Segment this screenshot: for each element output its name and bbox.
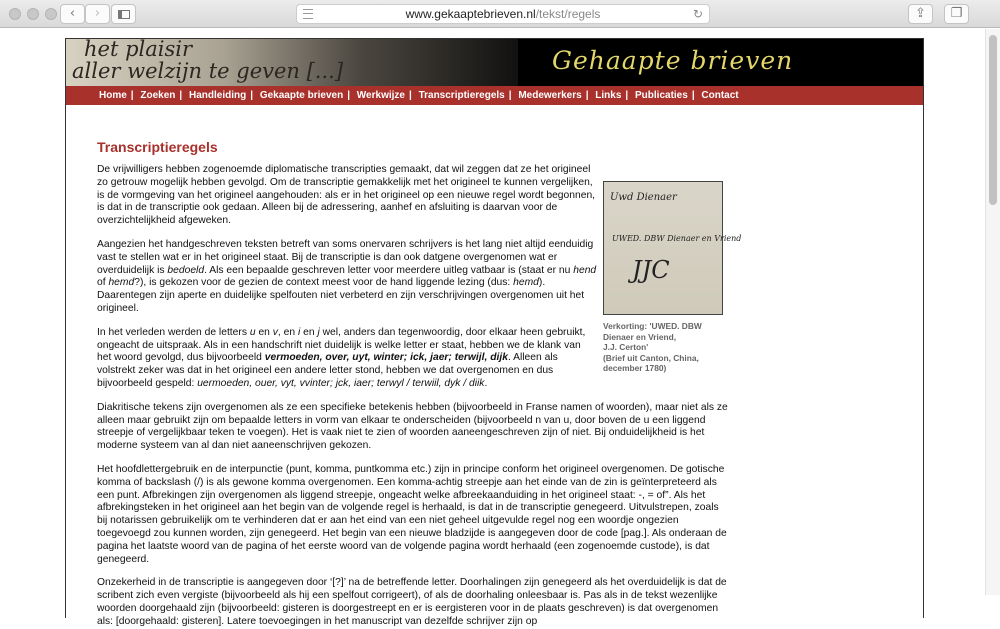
url-path: /tekst/regels xyxy=(535,7,601,21)
site-banner xyxy=(66,39,923,86)
nav-handleiding[interactable]: Handleiding xyxy=(189,90,247,101)
figure-caption: Verkorting: 'UWED. DBW Dienaer en Vriend, J.J. Certon' (Brief uit Canton, China, december 1780) xyxy=(603,321,702,373)
manuscript-image xyxy=(66,39,518,86)
address-bar[interactable] xyxy=(296,4,710,24)
chevron-right-icon: › xyxy=(94,6,101,21)
reload-icon[interactable]: ↻ xyxy=(692,7,703,21)
nav-werkwijze[interactable]: Werkwijze xyxy=(356,90,405,101)
url-host: www.gekaaptebrieven.nl xyxy=(405,7,536,21)
chevron-left-icon: ‹ xyxy=(69,6,76,21)
nav-separator: | xyxy=(585,90,589,101)
nav-separator: | xyxy=(625,90,629,101)
zoom-window-button[interactable] xyxy=(45,8,57,20)
sidebar-toggle-button[interactable] xyxy=(111,4,136,24)
minimize-window-button[interactable] xyxy=(27,8,39,20)
share-button[interactable] xyxy=(908,4,933,24)
script-fragment-b: UWED. DBW Dienaer en Vriend xyxy=(612,234,742,243)
letter-figure xyxy=(603,181,742,374)
manuscript-line-1: het plaisir xyxy=(84,37,192,61)
nav-separator: | xyxy=(250,90,254,101)
letter-signature-image xyxy=(603,181,742,315)
reader-icon[interactable] xyxy=(303,9,313,19)
nav-separator: | xyxy=(691,90,695,101)
paragraph-5: Het hoofdlettergebruik en de interpunctie (punt, komma, puntkomma etc.) zijn in principe conform het origineel overgenomen. De gotische komma of backslash (/) is als gewone komma overgenomen. Een komma-achtig streepje aan het einde van de zin is geïnterpreteerd als een punt. Afbrekingen zijn overgenomen als liggend streepje, ongeacht welke afbreekaanduiding in het origineel staat: -, = of”. Als het afbrekingsteken in het origineel aan het begin van de volgende regel is herhaald, is dat in de transcriptie genegeerd. Uitvulstrepen, zoals bij notarissen gebruikelijk om te verhinderen dat er aan het eind van een niet geheel uitgevulde regel nog een woordje ongezien toegevoegd zou kunnen worden, zijn genegeerd. Het begin van een nieuwe bladzijde is aangegeven door de code [pag.]. Als onderaan de pagina het laatste woord van de pagina of het eerste woord van de volgende pagina wordt herhaald (een zogenoemde custode), is dat genegeerd. xyxy=(97,463,727,565)
browser-toolbar xyxy=(0,0,1000,28)
tabs-icon: ❐ xyxy=(950,6,963,21)
nav-contact[interactable]: Contact xyxy=(701,90,739,101)
nav-publicaties[interactable]: Publicaties xyxy=(635,90,688,101)
share-icon: ⇪ xyxy=(915,6,926,21)
sidebar-icon xyxy=(118,10,130,19)
site-logo[interactable]: Gehaapte brieven xyxy=(552,46,794,75)
page-scrollbar[interactable] xyxy=(985,29,1000,595)
close-window-button[interactable] xyxy=(9,8,21,20)
nav-zoeken[interactable]: Zoeken xyxy=(140,90,176,101)
nav-separator: | xyxy=(408,90,412,101)
forward-button[interactable] xyxy=(85,4,110,24)
paragraph-4: Diakritische tekens zijn overgenomen als ze een specifieke betekenis hebben (bijvoorbeeld in Franse namen of woorden), maar niet als ze alleen maar gebruikt zijn om bepaalde letters in vorm van elkaar te onderscheiden (bijvoorbeeld n van u, door boven de u een liggend streepje of vergelijkbaar teken te voegen). Het is vaak niet te zien of woorden aaneengeschreven zijn of niet. Bij onduidelijkheid is het moderne systeem van al dan niet aaneenschrijven gekozen. xyxy=(97,401,728,452)
site-page xyxy=(65,37,924,627)
nav-separator: | xyxy=(179,90,183,101)
paragraph-6: Onzekerheid in de transcriptie is aangegeven door ‘[?]’ na de betreffende letter. Doorhalingen zijn genegeerd als het overduidelijk is dat de scribent zich even vergiste (bijvoorbeeld als hij een spelfout corrigeert), of als de doorhaling onleesbaar is. Pas als in de tekst wezenlijke woorden doorgehaald zijn (bijvoorbeeld: gisteren is doorgestreept en er is eergisteren voor in de plaats geschreven) is dat overgenomen als: [doorgehaald: gisteren]. Latere toevoegingen in het manuscript van dezelfde schrijver zijn op xyxy=(97,577,727,627)
nav-links[interactable]: Links xyxy=(595,90,622,101)
nav-gekaapte-brieven[interactable]: Gekaapte brieven xyxy=(259,90,344,101)
nav-separator: | xyxy=(508,90,512,101)
manuscript-line-2: aller welzijn te geven [...] xyxy=(72,59,344,83)
paragraph-1: De vrijwilligers hebben zogenoemde diplomatische transcripties gemaakt, dat wil zeggen dat ze het origineel zo getrouw mogelijk hebben gevolgd. Om de transcriptie gemakkelijk met het origineel te kunnen vergelijken, is de vormgeving van het origineel aangehouden: als er in het origineel op een nieuwe regel wordt begonnen, is dat in de transcriptie ook gedaan. Alleen bij de adressering, aanhef en afsluiting is daarvan voor de overzichtelijkheid afgeweken. xyxy=(97,164,596,227)
script-fragment-c: JJC xyxy=(632,256,670,284)
back-button[interactable] xyxy=(60,4,85,24)
nav-home[interactable]: Home xyxy=(99,90,127,101)
nav-transcriptieregels[interactable]: Transcriptieregels xyxy=(418,90,505,101)
paragraph-3: In het verleden werden de letters u en v, en i en j wel, anders dan tegenwoordig, door elkaar heen gebruikt, ongeacht de uitspraak. Als in een handschrift niet duidelijk is welke letter er staat, hebben we de klank van het woord gevolgd, dus bijvoorbeeld vermoeden, over, uyt, winter; ick, jaer; terwijl, dijk. Alleen als volstrekt zeker was dat in het origineel een andere letter stond, hebben we dat overgenomen en dus bijvoorbeeld gespeld: uermoeden, ouer, vyt, vvinter; jck, iaer; terwyl / terwiil, dyk / diik. xyxy=(97,326,586,389)
text-column xyxy=(97,164,597,391)
nav-medewerkers[interactable]: Medewerkers xyxy=(518,90,582,101)
page-title: Transcriptieregels xyxy=(97,139,218,155)
main-content xyxy=(66,105,923,629)
main-nav xyxy=(66,86,923,105)
show-tabs-button[interactable] xyxy=(944,4,969,24)
script-fragment-a: Uwd Dienaer xyxy=(610,192,677,203)
nav-separator: | xyxy=(130,90,134,101)
scrollbar-thumb[interactable] xyxy=(989,35,997,205)
text-column-wide xyxy=(97,402,729,629)
page-viewport xyxy=(0,29,1000,627)
paragraph-2: Aangezien het handgeschreven teksten betreft van soms onervaren schrijvers is het lang niet altijd eenduidig vast te stellen wat er in het origineel staat. Bij de transcriptie is dan ook datgene overgenomen wat er overduidelijk is bedoeld. Als een bepaalde geschreven letter voor meerdere uitleg vatbaar is (staat er nu hend of hemd?), is gekozen voor de gezien de context meest voor de hand liggende lezing (dus: hemd). Daarentegen zijn aperte en duidelijke spelfouten niet verbeterd en zijn verschrijvingen overgenomen uit het origineel. xyxy=(97,238,597,314)
nav-separator: | xyxy=(347,90,351,101)
